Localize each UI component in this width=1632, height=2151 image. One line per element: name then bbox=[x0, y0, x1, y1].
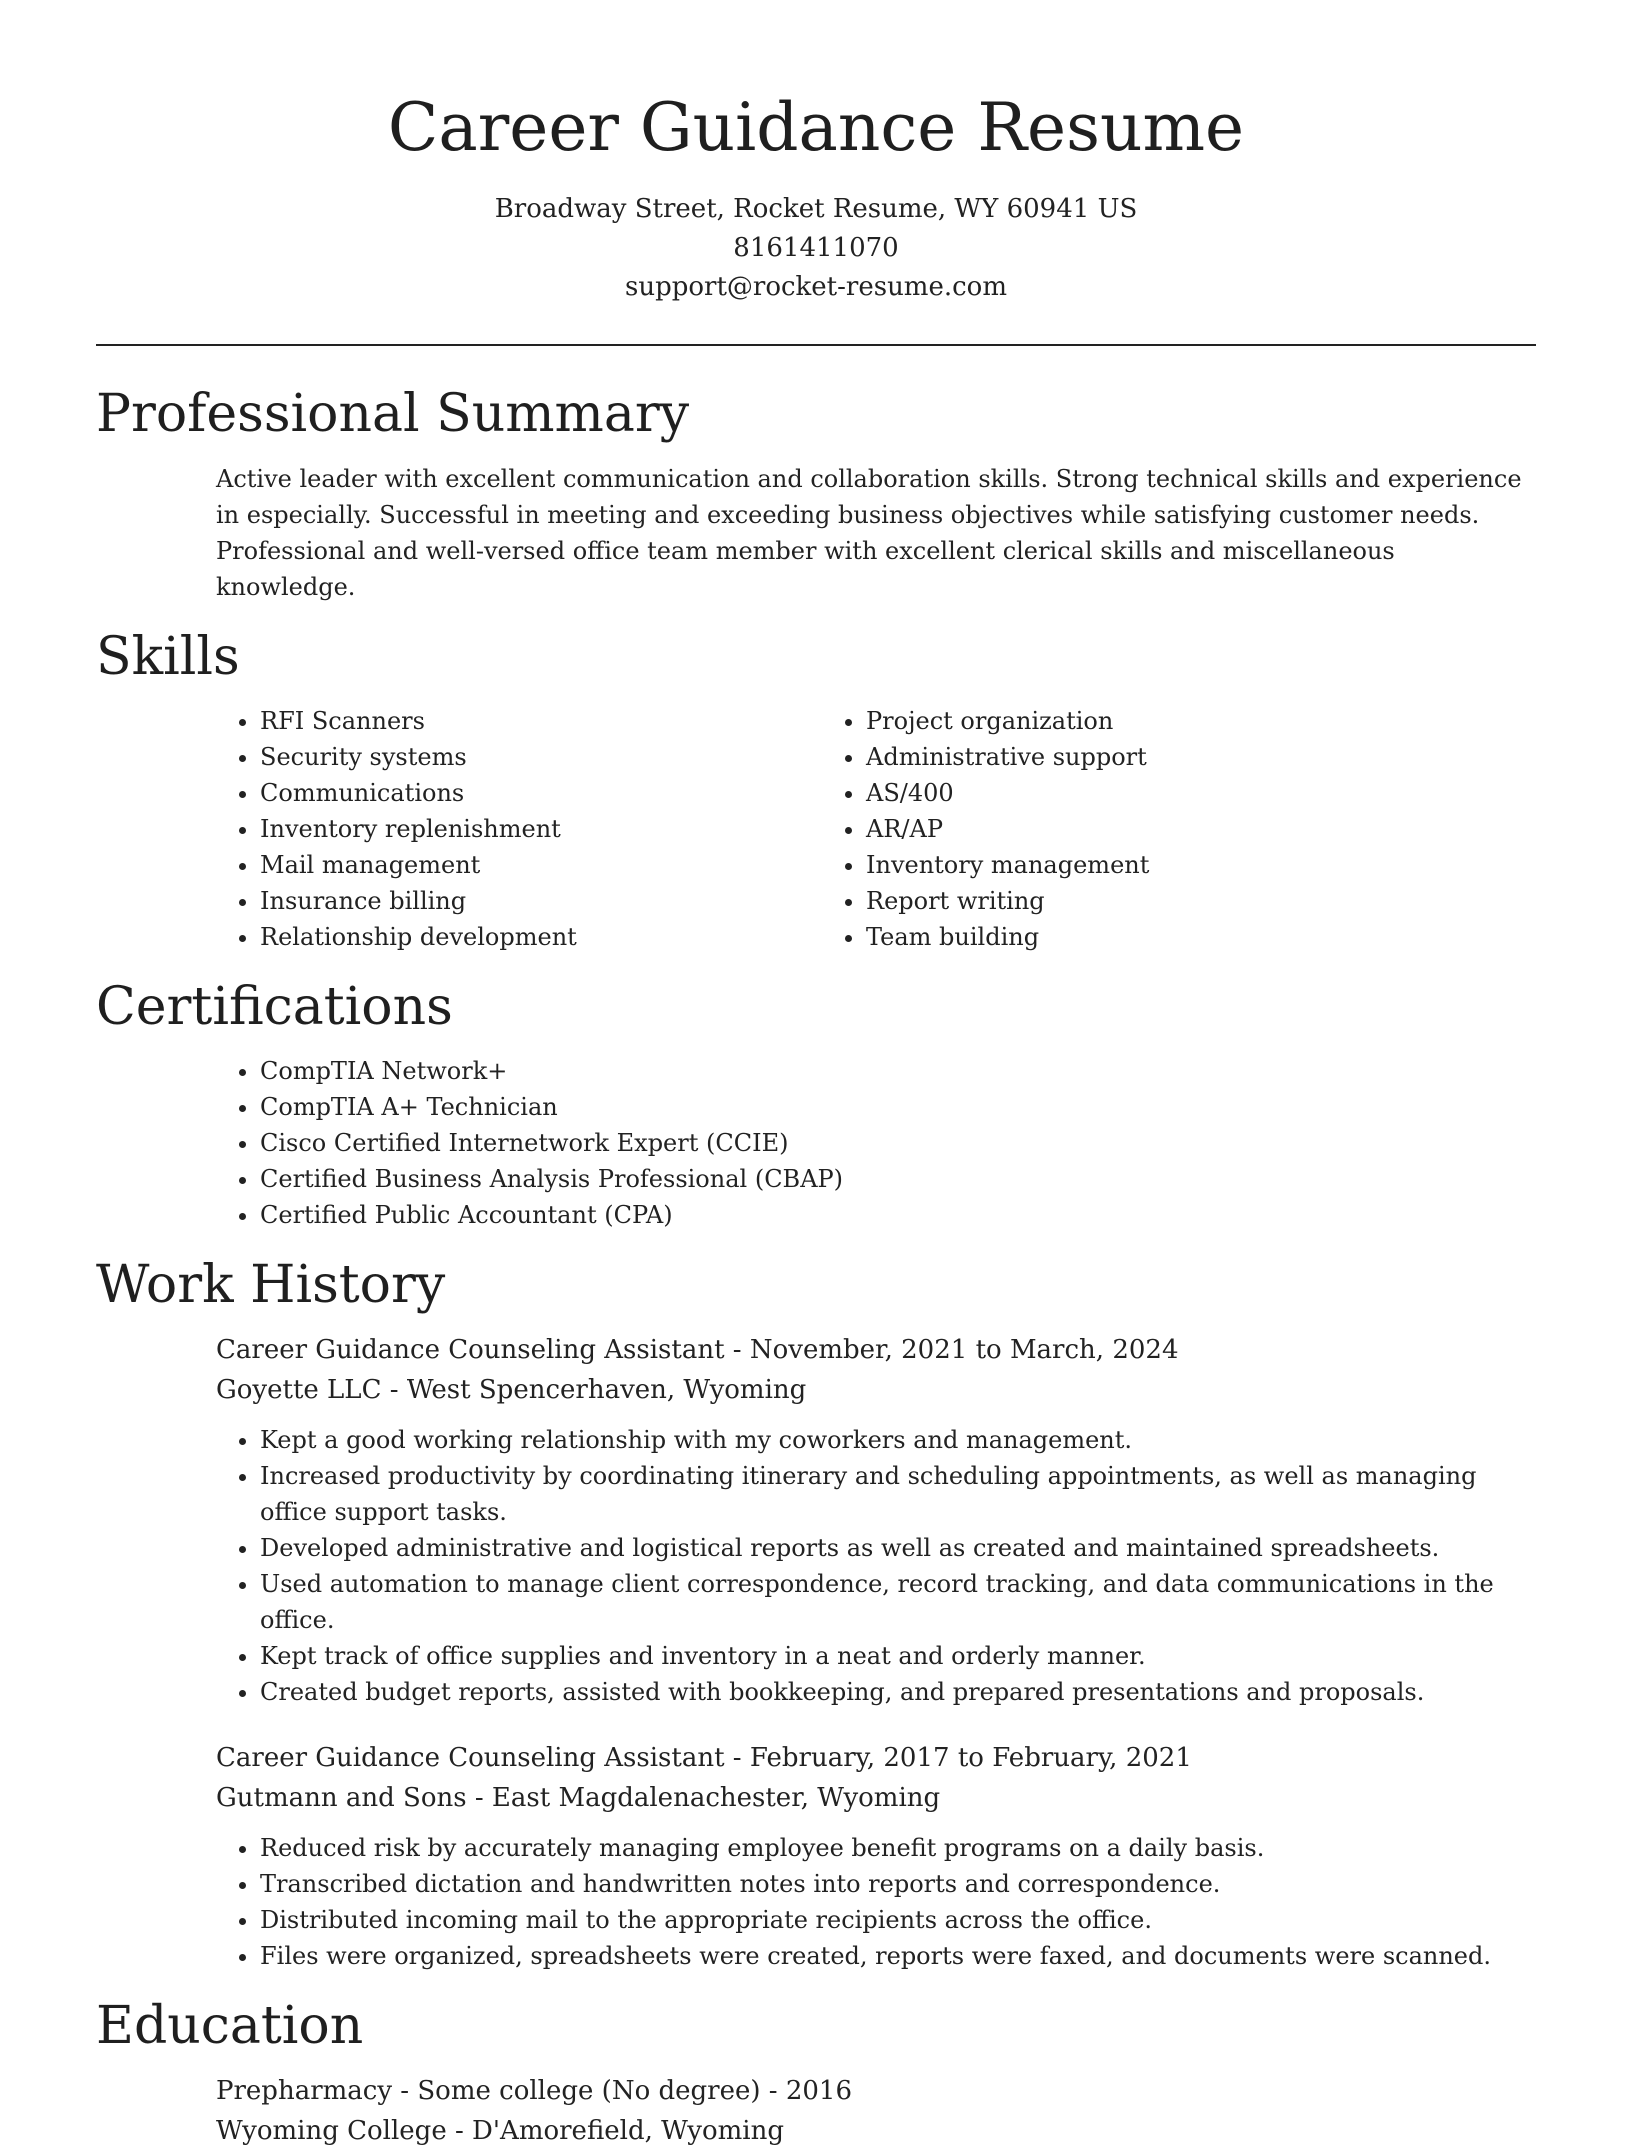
certification-item: • Cisco Certified Internetwork Expert (CCIE) bbox=[260, 1125, 1536, 1161]
summary-section bbox=[96, 382, 1536, 605]
contact-email: support@rocket-resume.com bbox=[624, 272, 1007, 302]
job-bullet: • Reduced risk by accurately managing employee benefit programs on a daily basis. bbox=[260, 1830, 1536, 1866]
skill-item: • RFI Scanners bbox=[260, 703, 822, 739]
skills-column-2 bbox=[822, 703, 1472, 955]
job-entry bbox=[216, 1330, 1536, 1710]
skill-item: • AS/400 bbox=[866, 775, 1472, 811]
contact-phone: 8161411070 bbox=[733, 233, 899, 263]
skill-item: • AR/AP bbox=[866, 811, 1472, 847]
education-section bbox=[96, 1994, 1536, 2151]
job-bullet: • Kept a good working relationship with my coworkers and management. bbox=[260, 1422, 1536, 1458]
contact-block bbox=[96, 190, 1536, 307]
job-dates: November, 2021 to March, 2024 bbox=[749, 1335, 1179, 1365]
contact-address: Broadway Street, Rocket Resume, WY 60941 US bbox=[494, 194, 1138, 224]
education-heading: Education bbox=[96, 1996, 364, 2056]
skill-item: • Project organization bbox=[866, 703, 1472, 739]
certification-item: • CompTIA A+ Technician bbox=[260, 1089, 1536, 1125]
resume-page bbox=[96, 0, 1536, 2151]
job-bullet: • Files were organized, spreadsheets were created, reports were faxed, and documents were scanned. bbox=[260, 1938, 1536, 1974]
skill-item: • Security systems bbox=[260, 739, 822, 775]
education-field: Prepharmacy bbox=[216, 2076, 393, 2106]
certification-item: • Certified Public Accountant (CPA) bbox=[260, 1197, 1536, 1233]
job-bullets bbox=[216, 1422, 1536, 1710]
resume-header bbox=[96, 0, 1536, 307]
job-bullets bbox=[216, 1830, 1536, 1974]
education-location: D'Amorefield, Wyoming bbox=[472, 2116, 785, 2146]
job-bullet: • Used automation to manage client correspondence, record tracking, and data communications in the office. bbox=[260, 1566, 1536, 1638]
job-entry bbox=[216, 1738, 1536, 1974]
job-bullet: • Distributed incoming mail to the appropriate recipients across the office. bbox=[260, 1902, 1536, 1938]
skills-columns bbox=[216, 703, 1536, 955]
skill-item: • Communications bbox=[260, 775, 822, 811]
skill-item: • Administrative support bbox=[866, 739, 1472, 775]
job-title-line: Career Guidance Counseling Assistant - February, 2017 to February, 2021 bbox=[216, 1743, 1192, 1773]
job-bullet: • Transcribed dictation and handwritten notes into reports and correspondence. bbox=[260, 1866, 1536, 1902]
skill-item: • Inventory management bbox=[866, 847, 1472, 883]
job-bullet: • Created budget reports, assisted with bookkeeping, and prepared presentations and proposals. bbox=[260, 1674, 1536, 1710]
certifications-heading: Certifications bbox=[96, 977, 453, 1037]
work-history-section bbox=[96, 1253, 1536, 1974]
education-year: 2016 bbox=[785, 2076, 853, 2106]
resume-name: Career Guidance Resume bbox=[387, 89, 1245, 166]
skill-item: • Team building bbox=[866, 919, 1472, 955]
skills-column-1 bbox=[216, 703, 822, 955]
header-divider bbox=[96, 344, 1536, 346]
job-bullet: • Developed administrative and logistical reports as well as created and maintained spreadsheets. bbox=[260, 1530, 1536, 1566]
summary-text: Active leader with excellent communication and collaboration skills. Strong technical skills and experience in especially. Successful in meeting and exceeding business objectives while satisfying customer needs. Professional and well-versed office team member with excellent clerical skills and miscellaneous knowledge. bbox=[216, 465, 1522, 601]
certification-item: • Certified Business Analysis Professional (CBAP) bbox=[260, 1161, 1536, 1197]
job-location: East Magdalenachester, Wyoming bbox=[491, 1783, 941, 1813]
skills-heading: Skills bbox=[96, 627, 240, 687]
skill-item: • Inventory replenishment bbox=[260, 811, 822, 847]
work-history-heading: Work History bbox=[96, 1255, 446, 1315]
job-company-line: Goyette LLC - West Spencerhaven, Wyoming bbox=[216, 1375, 807, 1405]
education-degree-line: Prepharmacy - Some college (No degree) - 2016 bbox=[216, 2076, 853, 2106]
job-bullet: • Kept track of office supplies and inventory in a neat and orderly manner. bbox=[260, 1638, 1536, 1674]
job-company: Gutmann and Sons bbox=[216, 1783, 467, 1813]
skill-item: • Report writing bbox=[866, 883, 1472, 919]
certifications-list bbox=[216, 1053, 1536, 1233]
skills-section bbox=[96, 625, 1536, 955]
job-bullet: • Increased productivity by coordinating itinerary and scheduling appointments, as well as managing office support tasks. bbox=[260, 1458, 1536, 1530]
education-school-line: Wyoming College - D'Amorefield, Wyoming bbox=[216, 2116, 785, 2146]
certifications-section bbox=[96, 975, 1536, 1233]
skill-item: • Mail management bbox=[260, 847, 822, 883]
job-position: Career Guidance Counseling Assistant bbox=[216, 1743, 725, 1773]
job-position: Career Guidance Counseling Assistant bbox=[216, 1335, 725, 1365]
education-school: Wyoming College bbox=[216, 2116, 447, 2146]
certification-item: • CompTIA Network+ bbox=[260, 1053, 1536, 1089]
summary-heading: Professional Summary bbox=[96, 384, 690, 444]
education-degree: Some college (No degree) bbox=[417, 2076, 761, 2106]
skill-item: • Insurance billing bbox=[260, 883, 822, 919]
job-dates: February, 2017 to February, 2021 bbox=[749, 1743, 1192, 1773]
skill-item: • Relationship development bbox=[260, 919, 822, 955]
job-title-line: Career Guidance Counseling Assistant - November, 2021 to March, 2024 bbox=[216, 1335, 1179, 1365]
job-company-line: Gutmann and Sons - East Magdalenachester, Wyoming bbox=[216, 1783, 941, 1813]
job-company: Goyette LLC bbox=[216, 1375, 382, 1405]
education-entry bbox=[216, 2071, 1536, 2151]
job-location: West Spencerhaven, Wyoming bbox=[406, 1375, 807, 1405]
